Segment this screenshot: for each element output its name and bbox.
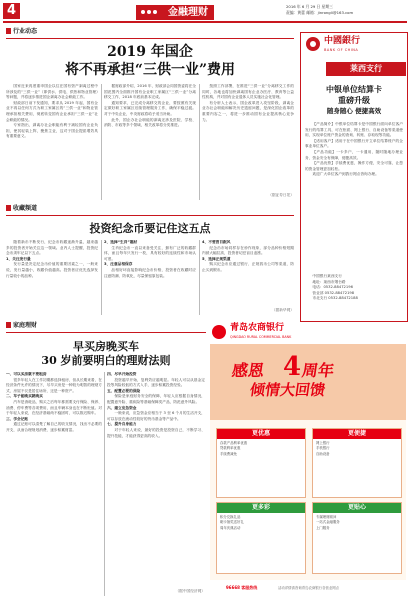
rcb-banner-subtitle: 倾情大回馈: [248, 381, 327, 399]
rcb-card-item: 专属理财顾问: [316, 515, 337, 519]
column-divider: [101, 84, 102, 200]
column-divider: [199, 84, 200, 200]
banner-decoration: [140, 9, 160, 15]
paragraph: 随着新币不断发行，纪念币收藏逐渐升温，越来越多的投资者开始关注这一领域。业内人士提醒，投资纪念币须牢记以下五点。: [6, 240, 98, 256]
section-rule: [6, 38, 294, 39]
paragraph: 生肖纪念币一直以来备受关注，拥有广泛的收藏群体，而且每年只发行一枚，具有较好的连续性和市场认可度。: [104, 245, 196, 261]
rcb-card-title: 更便捷: [313, 429, 401, 439]
paragraph: 品相好坏直接影响纪念币价格，投资者在收藏时应注意防潮、防氧化，尽量保留原包装。: [104, 267, 196, 278]
paragraph: 对于年轻人来说，最好的投资是投资自己，不断学习、提升技能，才能获得更高的收入。: [107, 427, 205, 438]
paragraph: 据财政部介绍，2016 年，财政部会同国资委将在全国范围内全面推开国有企业职工家属区“三供一业”分离移交工作，2018 年底前基本完成。: [104, 84, 196, 100]
rcb-card-item: 上门服务: [316, 525, 330, 530]
rcb-logo-icon: [212, 325, 226, 339]
paragraph: 2．选择“生肖”题材: [104, 240, 138, 244]
article3-source: （据中国经济网）: [175, 589, 205, 593]
paragraph: 电话：0532-88472196: [312, 285, 353, 290]
paragraph: 纪念币市场同样存在炒作现象，部分品种价格短期内被大幅拉高，投资者切忌盲目追涨。: [202, 245, 294, 256]
rcb-name-en: QINGDAO RURAL COMMERCIAL BANK: [230, 335, 292, 339]
issue-info: [286, 4, 406, 16]
section-title: 金融理财: [168, 7, 208, 18]
boc-name-en: BANK OF CHINA: [324, 48, 359, 52]
paragraph: 三、学会记账: [6, 416, 29, 421]
paragraph: 1．关注发行量: [6, 256, 31, 261]
article1-column-3: [202, 84, 294, 192]
page-number: 4: [3, 3, 20, 19]
paragraph: 二、车子能晚买就晚买: [6, 394, 43, 399]
paragraph: 财政部日前下发通知，要求从 2019 年起，国有企业不再以任何方式为职工家属区的“三供一业”和物业管理承担相关费用，彻底转变国有企业承担“三供一业”社会职能的情况。: [6, 100, 98, 122]
paragraph: 汽车是消耗品，购买之后每年都需要支付保险、保养、油费、停车费等各项费用，而且车辆本身也在不断贬值。对于年轻人来说，在经济基础尚不稳固时，可以推迟购车。: [6, 399, 102, 416]
paragraph: 营业部 0532-88472198: [312, 290, 355, 295]
rcb-card-item: 刷卡抽奖送好礼: [220, 520, 244, 525]
article1-source: （据证券日报）: [268, 193, 294, 197]
article3-column-1: [6, 372, 102, 596]
article2-column-2: [104, 240, 196, 315]
section-label-family-finance: 家庭理财: [6, 322, 37, 330]
boc-logo-inner: [310, 41, 316, 47]
section-rule: [6, 332, 206, 333]
boc-headline-2: 重磅升级: [338, 96, 370, 105]
rcb-card-item: 存款产品利率优惠: [220, 441, 248, 445]
paragraph: 地址：莱西市烟台路: [312, 279, 346, 284]
paragraph: 中国银行莱西支行: [312, 274, 342, 278]
rcb-card-2: [312, 428, 402, 498]
paragraph: 一般来说，应急资金应相当于 3 至 6 个月的生活开支，可以存放在流动性较好的货币基金等产品中。: [107, 411, 205, 421]
article1-title-line2: 将不再承担“三供一业”费用: [64, 62, 236, 78]
article2-column-1: [6, 240, 98, 315]
rcb-card-title: 更优惠: [217, 429, 305, 439]
header-rule: [3, 21, 407, 23]
rcb-card-item: 手机银行: [316, 446, 330, 451]
paragraph: 4．不要盲目跟风: [202, 240, 231, 244]
paragraph: 【产品优势】手续费优惠，操作方便，安全可靠，让您的资金管理更加轻松。: [305, 161, 403, 171]
article2-title: 投资纪念币要记住这五点: [89, 222, 211, 235]
section-rule: [6, 215, 294, 216]
rcb-card-item: 一站式金融服务: [316, 520, 340, 525]
article3-column-2: [107, 372, 205, 588]
paragraph: 七、提升自身能力: [107, 422, 137, 427]
section-label-collection: 收藏频道: [6, 205, 37, 213]
paragraph: 投资越早开始，复利效应越明显。年轻人可以从基金定投等风险较低的方式入手，逐步积累投资经验。: [107, 377, 205, 388]
rcb-footer-note: 活动详情请咨询青岛农商银行各营业网点: [278, 586, 340, 590]
paragraph: 有分析人士表示，国企改革进入攻坚阶段，剥离企业办社会职能和解决历史遗留问题，是深化国企改革的重要内容之一，将进一步推动国有企业提高核心竞争力。: [202, 100, 294, 122]
rcb-banner-gratitude: 感恩: [230, 361, 266, 380]
article1-title: 2019 年国企: [107, 44, 193, 60]
paragraph: 国家近来再度重申国企以往在国有资产剥离过程中所涉及的“三供一业”（即供水、供电、供热和物业管理）等问题，并将逐步推进国企剥离办社会职能工作。: [6, 84, 98, 100]
rcb-card-item: 网上银行: [316, 441, 330, 445]
issue-date: 2016 年 6 月 29 日 星期三: [286, 4, 333, 9]
article2-column-3: [202, 240, 294, 308]
paragraph: 通知要求，已完成分离移交的企业，要按照有关规定做好职工家属区后续管理服务工作，确保平稳过渡。对于中央企业，中央财政将给予适当补助。: [104, 100, 196, 116]
paragraph: 【产品功能】一卡多户，一卡通用，随时随地办理业务，资金安全有保障，便捷高效。: [305, 149, 403, 160]
rcb-name: 青岛农商银行: [230, 323, 285, 333]
paragraph: 很多年轻人在工作初期都选择租房，但从长期来看，在经济条件允许的情况下，尽早买房是一种较为明智的理财方式，房屋不仅是居住场所，还是一种资产。: [6, 377, 102, 393]
rcb-card-title: 更多彩: [217, 503, 305, 513]
paragraph: 通过记账可以清楚了解自己的收支情况，找出不必要的开支，从而合理规划消费，逐步积累财富。: [6, 422, 102, 432]
boc-headline-3: 随身随心 便捷高效: [326, 107, 382, 115]
rcb-card-title: 更贴心: [313, 503, 401, 513]
boc-contact: [305, 274, 403, 318]
rcb-card-4: [312, 502, 402, 574]
rcb-banner-number: 4: [283, 352, 302, 382]
paragraph: 欢迎广大单位客户到我行网点咨询办理。: [312, 172, 379, 177]
article1-column-1: [6, 84, 98, 200]
paragraph: 四、尽早开始投资: [107, 372, 137, 376]
rcb-card-3: [216, 502, 306, 574]
paragraph: 保险是家庭财务安全的保障，年轻人应根据自身情况，配置意外险、重疾险等基础保障类产品，防范意外风险。: [107, 394, 205, 404]
boc-name: 中國銀行: [324, 36, 361, 46]
boc-headline-1: 中银单位结算卡: [326, 85, 382, 94]
boc-branch: 莱西支行: [326, 62, 406, 76]
rcb-card-1: [216, 428, 306, 498]
column-divider: [104, 372, 105, 596]
rcb-banner-anniversary: 周年: [300, 361, 336, 380]
paragraph: 一、可以买房就不要租房: [6, 372, 47, 376]
article3-title: 早买房晚买车: [73, 340, 139, 353]
paragraph: 专家指出，剥离办社会职能有利于减轻国有企业负担，使其轻装上阵，聚焦主业，这对于国企提质增效具有重要意义。: [6, 123, 98, 139]
paragraph: 六、建立应急资金: [107, 405, 137, 410]
paragraph: 市北支行 0532-88472188: [312, 296, 358, 301]
rcb-card-item: 贷款利率优惠: [220, 446, 241, 451]
paragraph: 【适用客户】适用于在中国银行开立单位结算账户的企事业单位客户。: [305, 138, 403, 149]
section-label-industry: 行业动态: [6, 28, 37, 36]
paragraph: 此外，国企办社会职能的剥离还涉及医院、学校、消防、市政等多个领域，相关改革将分类推进。: [104, 117, 196, 128]
article1-column-2: [104, 84, 196, 200]
article2-source: （据新华网）: [271, 308, 294, 312]
paragraph: 发行量是决定纪念币价值的重要因素之一，一般来说，发行量越小，收藏价值越高。投资者应优先选择发行量较小的品种。: [6, 262, 98, 278]
rcb-card-item: 自助设备: [316, 451, 330, 456]
rcb-card-item: 周年庆典活动: [220, 525, 241, 530]
column-divider: [101, 240, 102, 315]
rcb-card-item: 手续费减免: [220, 451, 237, 456]
rcb-card-item: 积分兑换礼品: [220, 515, 241, 519]
paragraph: 【产品简介】中银单位结算卡是中国银行面向单位客户发行的结算工具，可在柜面、网上银行、自助设备等渠道使用，实现单位账户资金的查询、转账、存取现等功能。: [305, 122, 403, 138]
paragraph: 5．选择正规渠道: [202, 256, 231, 261]
paragraph: 五、配置必要的保险: [107, 388, 141, 393]
rcb-hotline: 96668 客服热线: [226, 585, 258, 590]
paragraph: 购买纪念币应通过银行、正规钱币公司等渠道，防止买到假币。: [202, 262, 294, 272]
column-divider: [199, 240, 200, 315]
paragraph: 按照工作部署，在推进“三供一业”分离移交工作的同时，各地也将加快剥离国有企业办医疗、教育等公益性机构，并对国有企业退休人员实施社会化管理。: [202, 84, 294, 100]
article3-title-line2: 30 岁前要明白的理财法则: [41, 354, 171, 367]
paragraph: 3．注意品相保存: [104, 262, 133, 267]
boc-body: [305, 122, 403, 270]
editor-info: 责编：黄蕾 邮箱：jinrongli@163.com: [286, 10, 354, 15]
